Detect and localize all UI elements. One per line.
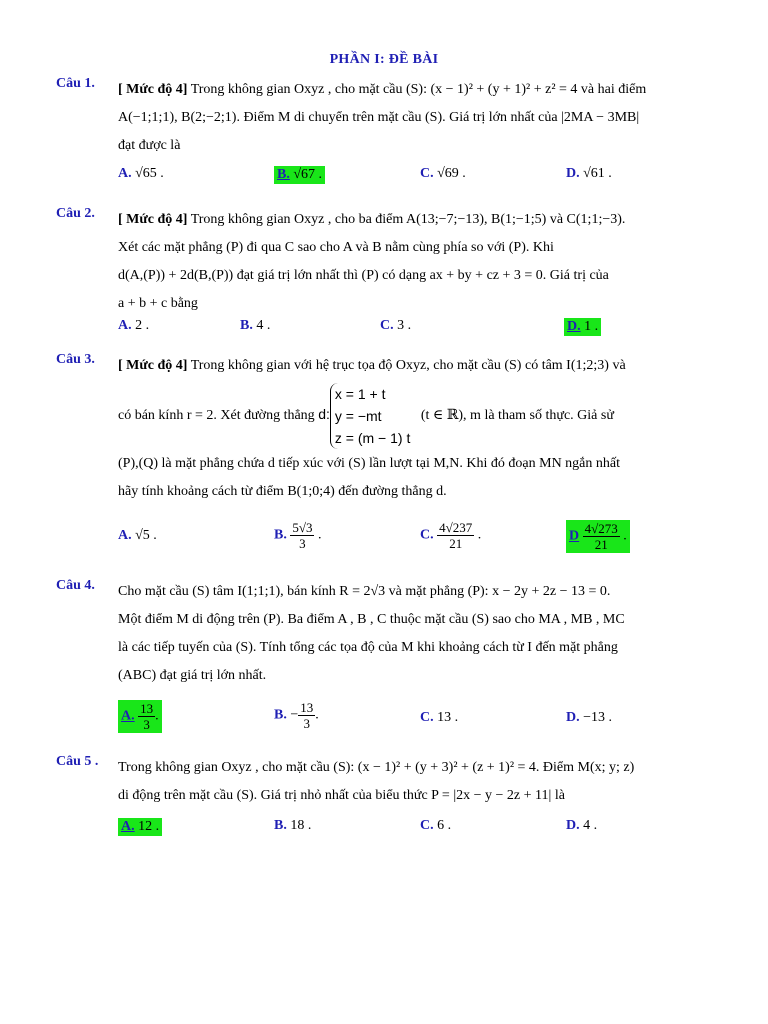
question-5 [56,754,716,848]
question-label: Câu 3. [56,352,95,367]
question-text-line: Trong không gian Oxyz , cho ba điểm A(13;−7;−13), B(1;−1;5) và C(1;1;−3). [190,212,626,227]
question-text-line: hãy tính khoảng cách từ điểm B(1;0;4) đến đường thẳng d. [118,484,447,499]
option-c[interactable]: C. $\frac{4√237}{21}$ . [420,520,482,551]
question-body [118,76,716,160]
option-c[interactable]: C. 3 . [380,318,412,333]
question-text-line: (t ∈ ℝ), m là tham số thực. Giả sử [420,408,614,423]
answer-options [118,818,716,848]
answer-options [118,520,716,562]
level-tag: [ Mức độ 4] [118,212,188,227]
option-d-correct[interactable]: D. 1 . [564,318,601,336]
question-text-line: Một điểm M di động trên (P). Ba điểm A , B , C thuộc mặt cầu (S) sao cho MA , MB , MC [118,612,625,627]
question-text-line: (ABC) đạt giá trị lớn nhất. [118,668,267,683]
question-text-line: Trong không gian Oxyz , cho mặt cầu (S): (x − 1)² + (y + 1)² + z² = 4 và hai điểm [190,82,647,97]
option-d[interactable]: D. 4 . [566,818,598,833]
option-a[interactable]: A. √65 . [118,166,164,181]
question-text-line: Xét các mặt phẳng (P) đi qua C sao cho A và B nằm cùng phía so với (P). Khi [118,240,554,255]
question-text-line: đạt được là [118,138,181,153]
question-label: Câu 5 . [56,754,99,769]
question-text-line: Cho mặt cầu (S) tâm I(1;1;1), bán kính R = 2√3 và mặt phẳng (P): x − 2y + 2z − 13 = 0. [118,584,611,599]
option-d[interactable]: D. √61 . [566,166,612,181]
option-c[interactable]: C. 13 . [420,710,459,725]
option-a-correct[interactable]: A. $\frac{13}{3}$ . [118,700,162,733]
line-d-prefix: d: [318,406,330,422]
option-b[interactable]: B. $\frac{5√3}{3}$ . [274,520,322,551]
option-b-correct[interactable]: B. √67 . [274,166,325,184]
question-label: Câu 1. [56,76,95,91]
question-text-line: Trong không gian Oxyz , cho mặt cầu (S): (x − 1)² + (y + 3)² + (z + 1)² = 4. Điểm M(x; y; z) [118,760,635,775]
question-text-line: (P),(Q) là mặt phẳng chứa d tiếp xúc với (S) lần lượt tại M,N. Khi đó đoạn MN ngắn nhất [118,456,620,471]
page-title: PHẦN I: ĐỀ BÀI [329,52,439,67]
answer-options [118,166,716,196]
question-text-line: A(−1;1;1), B(2;−2;1). Điểm M di chuyển trên mặt cầu (S). Giá trị lớn nhất của |2MA − 3MB| [118,110,640,125]
question-text-line: là các tiếp tuyến của (S). Tính tổng các tọa độ của M khi khoảng cách từ I đến mặt phẳng [118,640,618,655]
question-body [118,754,716,810]
answer-options [118,700,716,740]
question-label: Câu 2. [56,206,95,221]
question-3 [56,352,716,562]
option-c[interactable]: C. √69 . [420,166,466,181]
question-body [118,578,716,690]
option-a[interactable]: A. 2 . [118,318,150,333]
option-b[interactable]: B. 18 . [274,818,312,833]
level-tag: [ Mức độ 4] [118,82,188,97]
question-text-line: d(A,(P)) + 2d(B,(P)) đạt giá trị lớn nhất thì (P) có dạng ax + by + cz + 3 = 0. Giá trị của [118,268,609,283]
level-tag: [ Mức độ 4] [118,358,188,373]
question-2 [56,206,716,348]
option-a[interactable]: A. √5 . [118,528,157,543]
question-label: Câu 4. [56,578,95,593]
option-d[interactable]: D. −13 . [566,710,613,725]
question-text-line: a + b + c bằng [118,296,198,311]
question-text-line: di động trên mặt cầu (S). Giá trị nhỏ nhất của biểu thức P = |2x − y − 2z + 11| là [118,788,565,803]
question-4 [56,578,716,740]
question-text-line: có bán kính r = 2. Xét đường thẳng [118,408,315,423]
answer-options [118,318,716,348]
question-body [118,352,716,506]
question-body [118,206,716,318]
question-1 [56,76,716,196]
option-b[interactable]: B. − $\frac{13}{3}$ . [274,700,319,731]
option-c[interactable]: C. 6 . [420,818,452,833]
parametric-system: x = 1 + t y = −mt z = (m − 1) t [330,383,410,449]
question-text-line: Trong không gian với hệ trục tọa độ Oxyz, cho mặt cầu (S) có tâm I(1;2;3) và [190,358,626,373]
option-b[interactable]: B. 4 . [240,318,271,333]
option-d-correct[interactable]: D $\frac{4√273}{21}$ . [566,520,630,553]
option-a-correct[interactable]: A. 12 . [118,818,162,836]
